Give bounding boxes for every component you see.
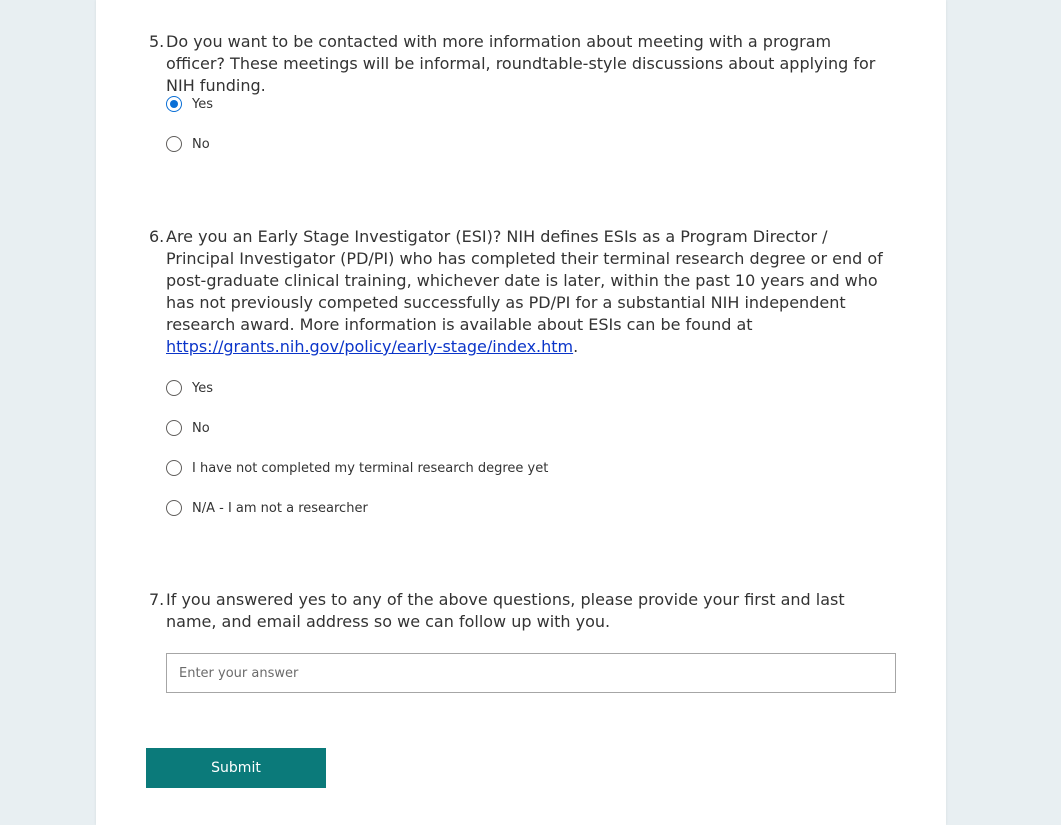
- submit-button[interactable]: Submit: [146, 748, 326, 788]
- q5-option-yes[interactable]: [166, 94, 213, 114]
- question-7-number: 7.: [149, 590, 165, 609]
- question-5-text: Do you want to be contacted with more information about meeting with a program officer? These meetings will be informal, roundtable-style discussions about applying for NIH funding.: [166, 32, 876, 95]
- form-card: [96, 0, 946, 825]
- radio-unselected-icon[interactable]: [166, 380, 182, 396]
- q5-option-no[interactable]: [166, 134, 210, 154]
- question-7-text: If you answered yes to any of the above questions, please provide your first and last name, and email address so we can follow up with you.: [166, 590, 845, 631]
- q6-option-no-label: No: [192, 420, 210, 436]
- radio-unselected-icon[interactable]: [166, 420, 182, 436]
- q6-option-not-completed[interactable]: [166, 458, 548, 478]
- q6-option-na[interactable]: [166, 498, 368, 518]
- question-6-text-body: Are you an Early Stage Investigator (ESI)? NIH defines ESIs as a Program Director / Principal Investigator (PD/PI) who has completed their terminal research degree or end of post-graduate clinical training, whichever date is later, within the past 10 years and who has not previously competed successfully as PD/PI for a substantial NIH independent research award. More information is available about ESIs can be found at: [166, 227, 883, 334]
- radio-unselected-icon[interactable]: [166, 460, 182, 476]
- answer-input[interactable]: [166, 653, 896, 693]
- esi-policy-link[interactable]: https://grants.nih.gov/policy/early-stage/index.htm: [166, 337, 574, 356]
- q6-option-no[interactable]: [166, 418, 210, 438]
- q6-option-na-label: N/A - I am not a researcher: [192, 500, 368, 516]
- question-6-text: [166, 226, 886, 358]
- q6-option-yes[interactable]: [166, 378, 213, 398]
- q5-option-yes-label: Yes: [192, 96, 213, 112]
- q6-option-yes-label: Yes: [192, 380, 213, 396]
- q5-option-no-label: No: [192, 136, 210, 152]
- question-6-text-end: .: [573, 337, 579, 356]
- question-5-number: 5.: [149, 32, 165, 51]
- radio-selected-icon[interactable]: [166, 96, 182, 112]
- radio-unselected-icon[interactable]: [166, 500, 182, 516]
- question-6-number: 6.: [149, 227, 165, 246]
- q6-option-not-completed-label: I have not completed my terminal research degree yet: [192, 460, 549, 476]
- radio-unselected-icon[interactable]: [166, 136, 182, 152]
